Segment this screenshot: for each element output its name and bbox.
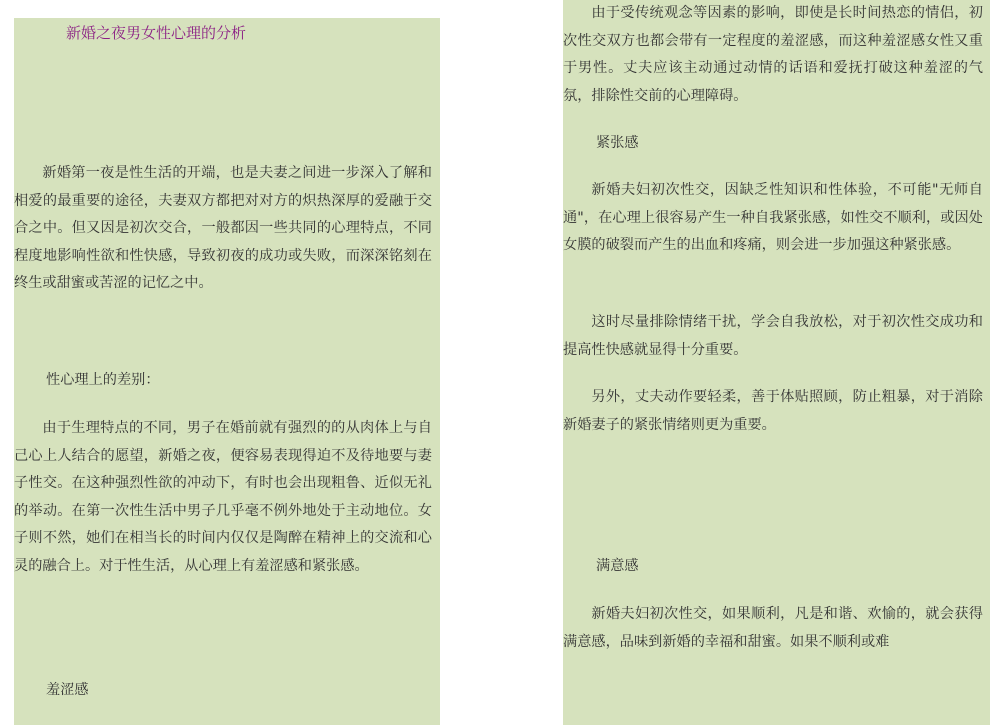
satisfaction-paragraph: 新婚夫妇初次性交，如果顺利，凡是和谐、欢愉的，就会获得满意感，品味到新婚的幸福和甜蜜。如果不顺利或难 [563,606,983,650]
intro-paragraph: 新婚第一夜是性生活的开端，也是夫妻之间进一步深入了解和相爱的最重要的途径，夫妻双方都把对对方的炽热深厚的爱融于交合之中。但又因是初次交合，一般都因一些共同的心理特点，不同程度地影响性欲和性快感，导致初夜的成功或失败，而深深铭刻在终生或甜蜜或苦涩的记忆之中。 [14,165,432,291]
difference-paragraph: 由于生理特点的不同，男子在婚前就有强烈的的从肉体上与自己心上人结合的愿望，新婚之夜，便容易表现得迫不及待地要与妻子性交。在这种强烈性欲的冲动下，有时也会出现粗鲁、近似无礼的举动。在第一次性生活中男子几乎毫不例外地处于主动地位。女子则不然，她们在相当长的时间内仅仅是陶醉在精神上的交流和心灵的融合上。对于性生活，从心理上有羞涩感和紧张感。 [14,420,432,574]
relax-paragraph: 这时尽量排除情绪干扰，学会自我放松，对于初次性交成功和提高性快感就显得十分重要。 [563,314,983,358]
right-text-column [563,0,990,725]
section-heading-difference: 性心理上的差别： [46,372,160,388]
shyness-paragraph: 由于受传统观念等因素的影响，即使是长时间热恋的情侣，初次性交双方也都会带有一定程度的羞涩感，而这种羞涩感女性又重于男性。丈夫应该主动通过动情的话语和爱抚打破这种羞涩的气氛，排除性交前的心理障碍。 [563,5,983,104]
tension-paragraph: 新婚夫妇初次性交，因缺乏性知识和性体验，不可能"无师自通"，在心理上很容易产生一种自我紧张感，如性交不顺利，或因处女膜的破裂而产生的出血和疼痛，则会进一步加强这种紧张感。 [563,182,983,253]
section-heading-tension: 紧张感 [596,135,639,151]
left-text-column [14,18,440,725]
article-title: 新婚之夜男女性心理的分析 [66,24,247,42]
husband-paragraph: 另外，丈夫动作要轻柔，善于体贴照顾，防止粗暴，对于消除新婚妻子的紧张情绪则更为重要。 [563,389,983,433]
section-heading-satisfaction: 满意感 [596,558,639,574]
section-heading-shyness: 羞涩感 [46,682,89,698]
